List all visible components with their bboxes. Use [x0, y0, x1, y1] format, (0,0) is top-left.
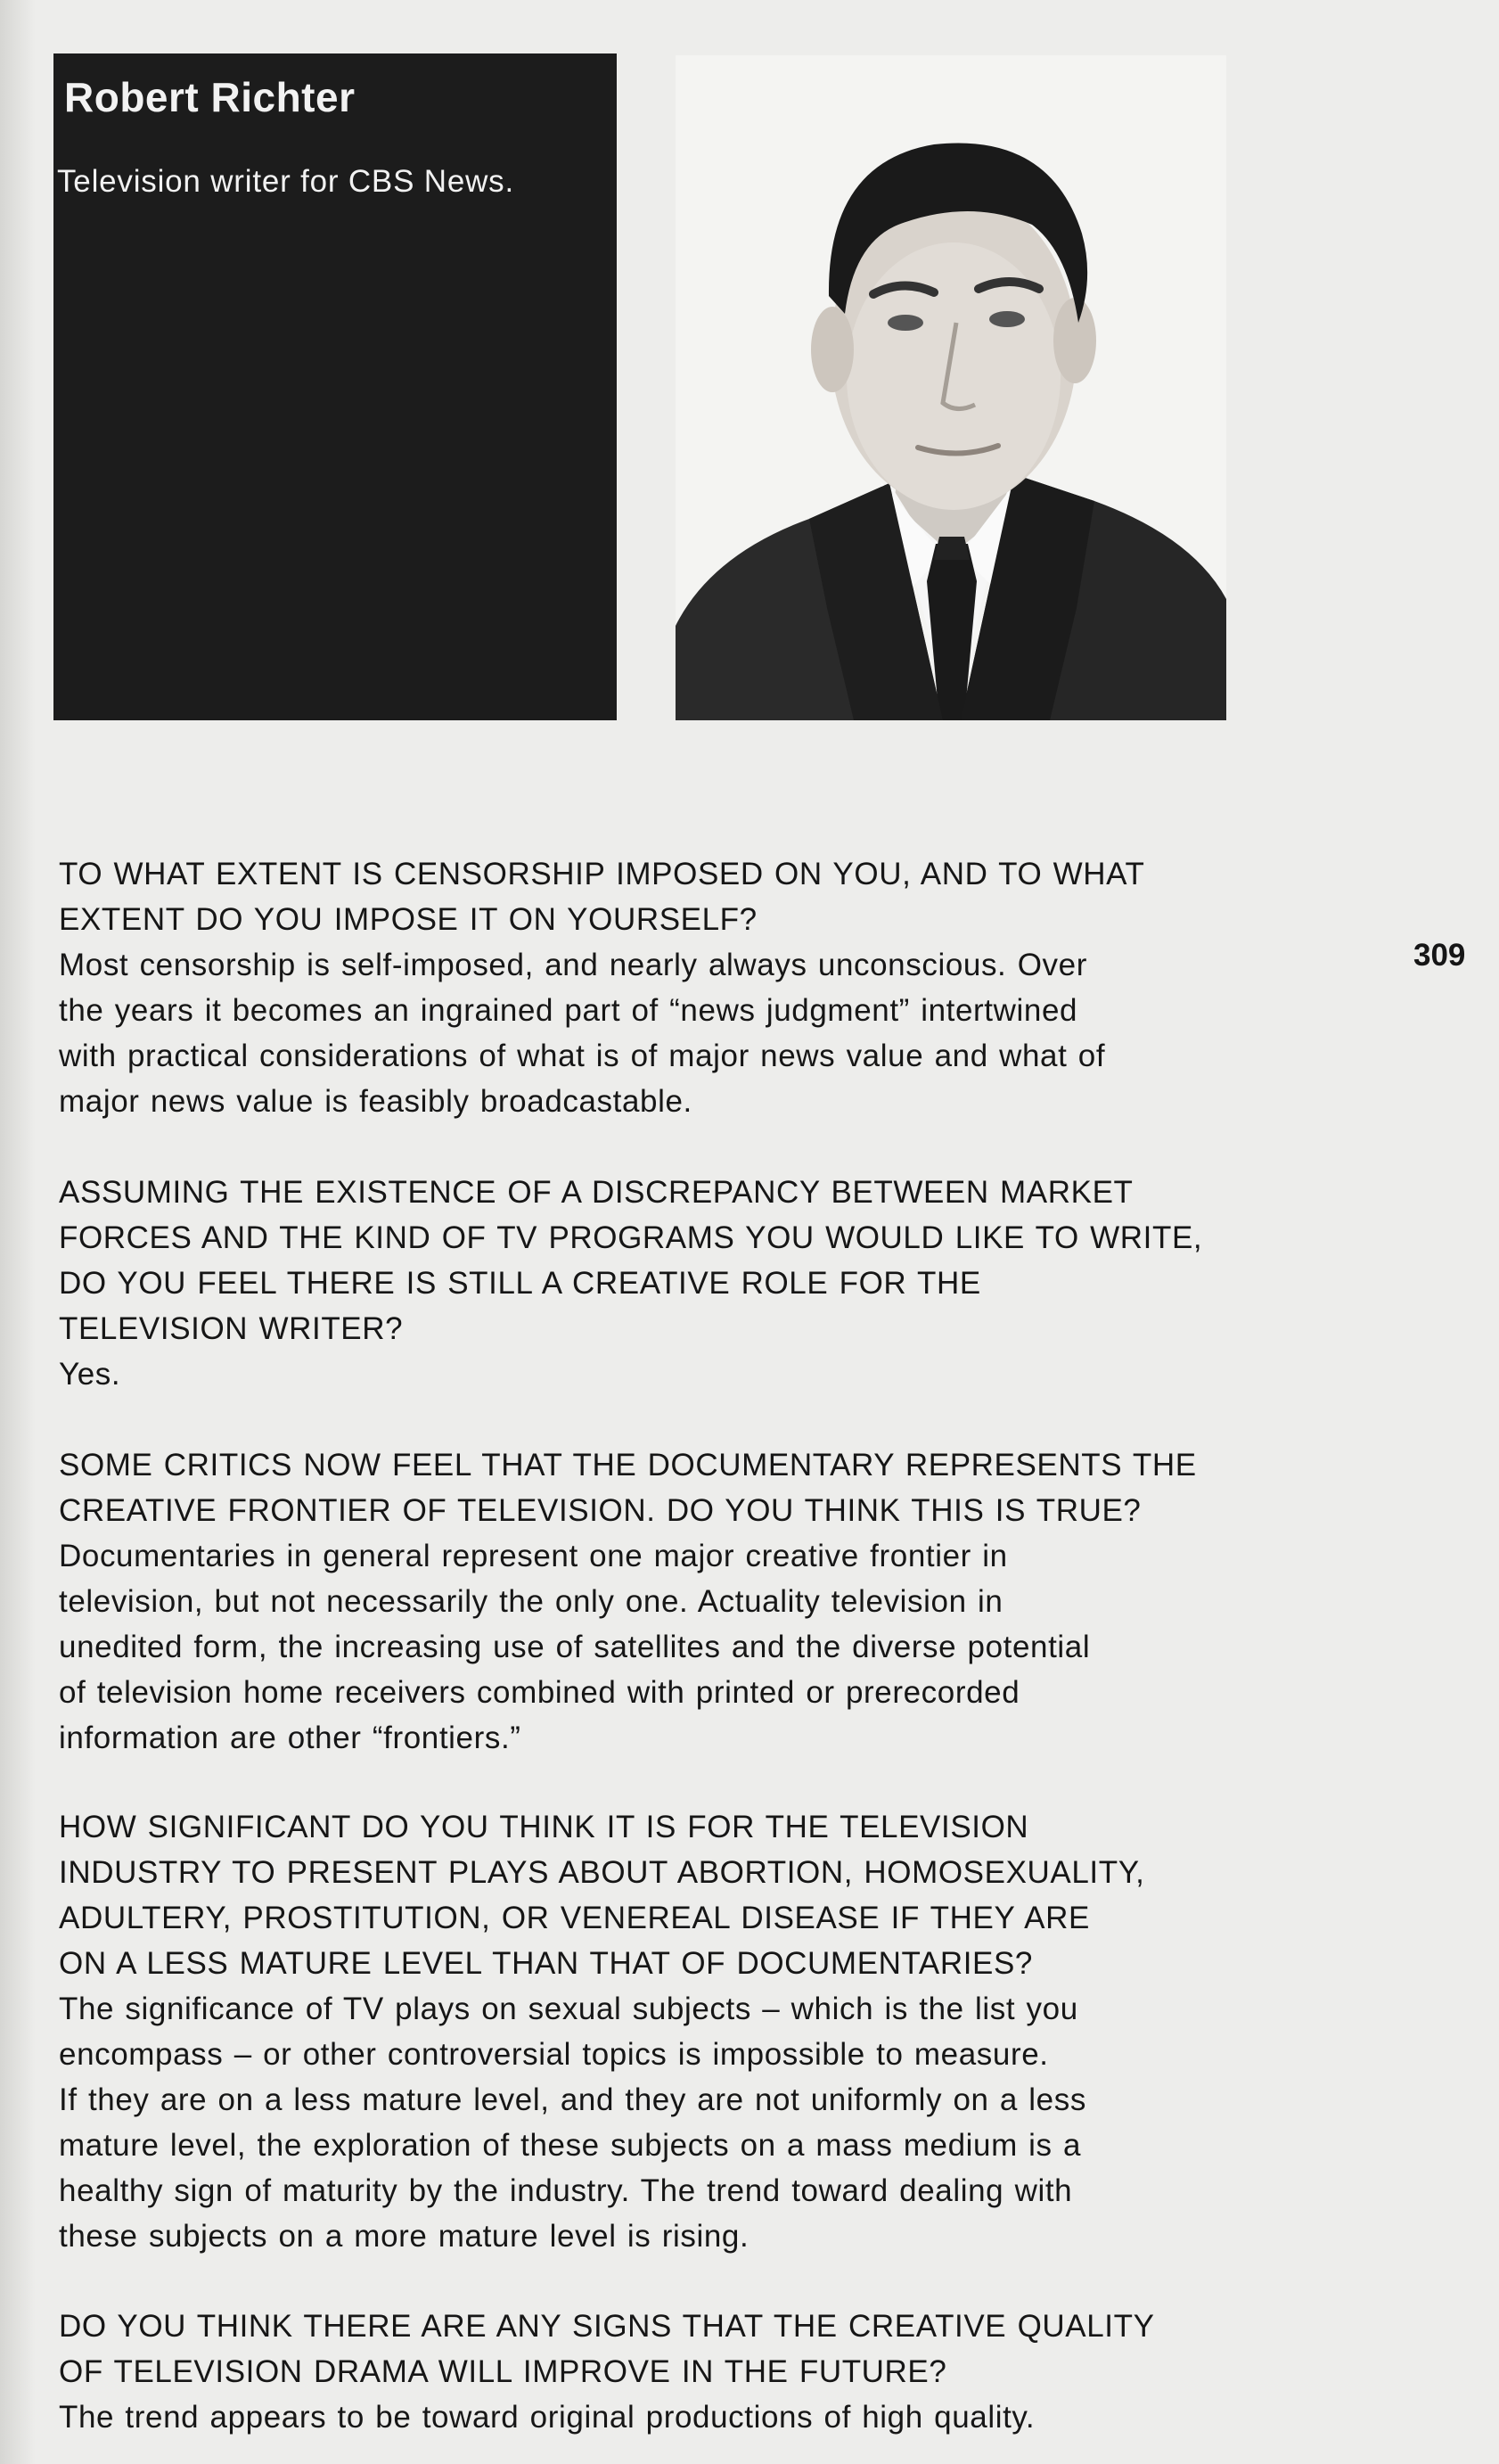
person-name: Robert Richter [64, 74, 356, 120]
question-2: ASSUMING THE EXISTENCE OF A DISCREPANCY BETWEEN MARKET FORCES AND THE KIND OF TV PROGRAMS YOU WOULD LIKE TO WRITE, DO YOU FEEL THERE IS STILL A CREATIVE ROLE FOR THE TELEVISION WRITER? [59, 1175, 1203, 1346]
question-1: TO WHAT EXTENT IS CENSORSHIP IMPOSED ON YOU, AND TO WHAT EXTENT DO YOU IMPOSE IT ON YOURSELF? [59, 857, 1145, 937]
answer-5: The trend appears to be toward original productions of high quality. [59, 2400, 1036, 2435]
portrait-photo [676, 55, 1226, 720]
qa-item-3 [59, 1442, 1253, 1761]
qa-item-2 [59, 1170, 1253, 1397]
qa-item-5 [59, 2304, 1253, 2440]
answer-1: Most censorship is self-imposed, and nearly always unconscious. Over the years it becomes an ingrained part of “news judgment” intertwined with practical considerations of what is of major news value and what of major news value is feasibly broadcastable. [59, 948, 1106, 1119]
person-role: Television writer for CBS News. [57, 164, 514, 199]
question-3: SOME CRITICS NOW FEEL THAT THE DOCUMENTARY REPRESENTS THE CREATIVE FRONTIER OF TELEVISION. DO YOU THINK THIS IS TRUE? [59, 1448, 1197, 1528]
portrait-illustration [676, 55, 1226, 720]
qa-item-4 [59, 1804, 1253, 2259]
question-5: DO YOU THINK THERE ARE ANY SIGNS THAT THE CREATIVE QUALITY OF TELEVISION DRAMA WILL IMPROVE IN THE FUTURE? [59, 2309, 1155, 2389]
answer-3: Documentaries in general represent one major creative frontier in television, but not necessarily the only one. Actuality television in unedited form, the increasing use of satellites and the diverse potential of television home receivers combined with printed or prerecorded information are other “frontiers.” [59, 1539, 1091, 1755]
answer-4: The significance of TV plays on sexual subjects – which is the list you encompass – or other controversial topics is impossible to measure. If they are on a less mature level, and they are not uniformly on a less mature level, the exploration of these subjects on a mass medium is a healthy sign of maturity by the industry. The trend toward dealing with these subjects on a more mature level is rising. [59, 1992, 1086, 2254]
page-edge-shadow [0, 0, 36, 2464]
page-number: 309 [1413, 938, 1466, 973]
qa-item-1 [59, 851, 1253, 1124]
answer-2: Yes. [59, 1357, 121, 1392]
question-4: HOW SIGNIFICANT DO YOU THINK IT IS FOR THE TELEVISION INDUSTRY TO PRESENT PLAYS ABOUT ABORTION, HOMOSEXUALITY, ADULTERY, PROSTITUTION, OR VENEREAL DISEASE IF THEY ARE ON A LESS MATURE LEVEL THAN THAT OF DOCUMENTARIES? [59, 1810, 1145, 1981]
name-box [53, 53, 617, 720]
